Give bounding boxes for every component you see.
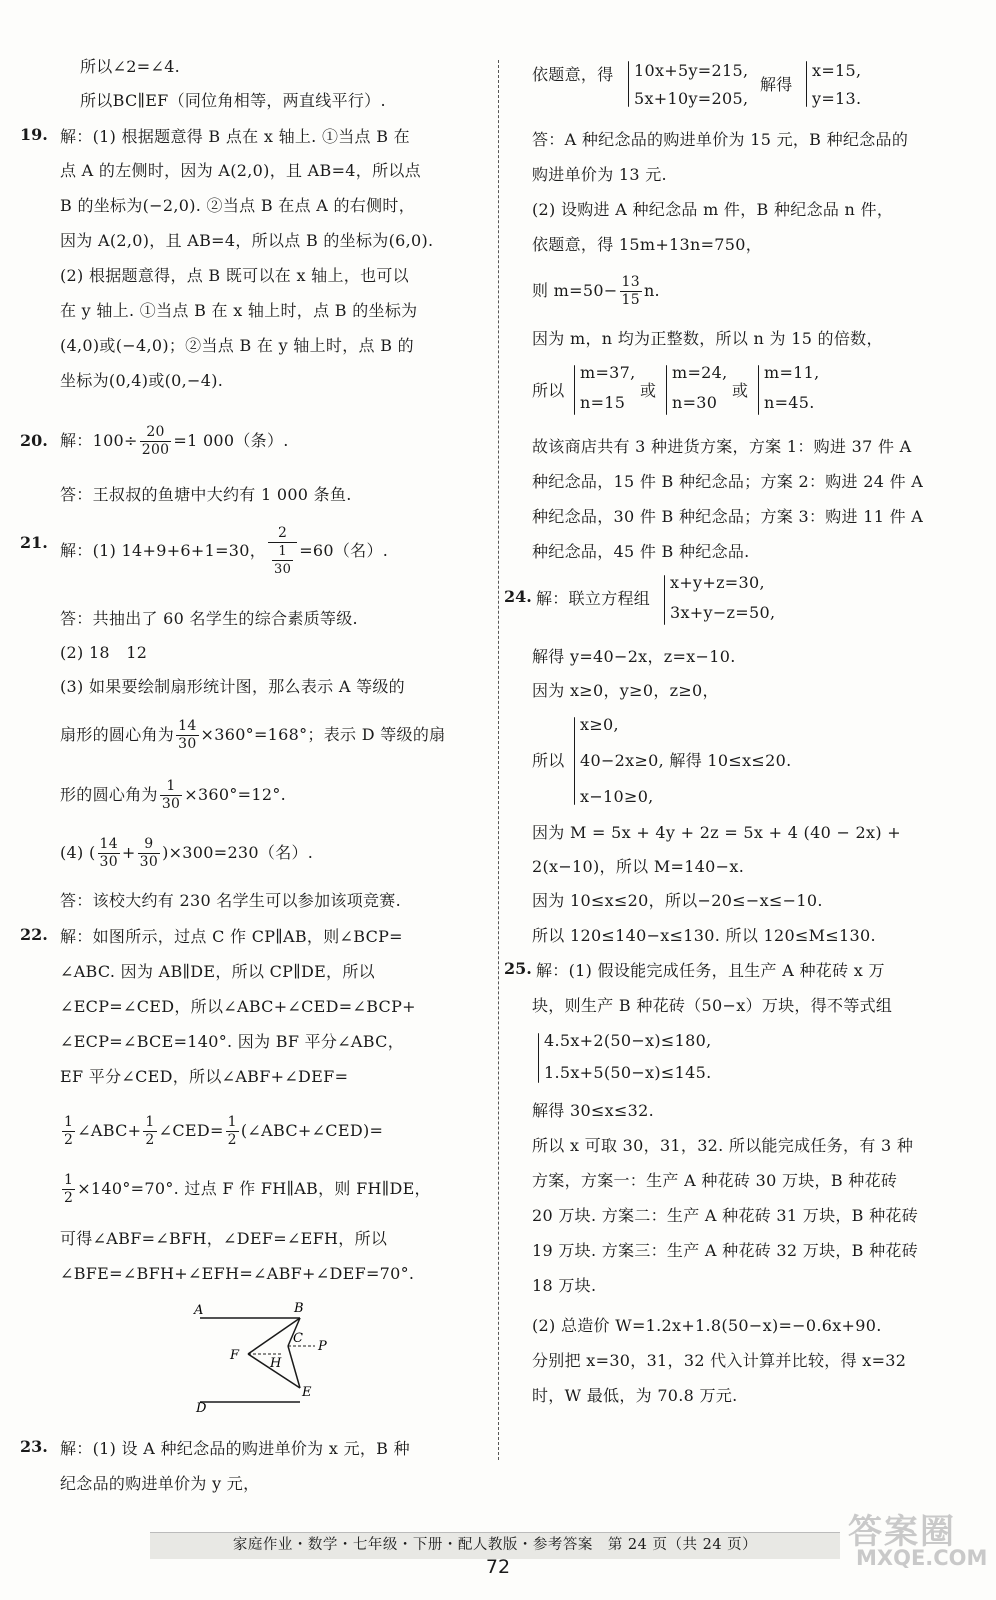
geometry-figure (190, 1296, 350, 1412)
formula-line: 扇形的圆心角为 $\frac{14}{30}$ ×360°=168°；表示 D 等级的扇 (60, 718, 446, 752)
text-line: 因为 x≥0，y≥0，z≥0， (532, 681, 719, 700)
answer-line: 答：该校大约有 230 名学生可以参加该项竞赛. (60, 891, 401, 910)
formula-line: 解：100÷ $\frac{20}{200}$ =1 000（条）. (60, 424, 289, 458)
answer-line: 答：A 种纪念品的购进单价为 15 元，B 种纪念品的 (532, 130, 909, 149)
label-a: A (194, 1303, 204, 1318)
text-line: ∠BFE=∠BFH+∠EFH=∠ABF+∠DEF=70°. (60, 1264, 415, 1283)
text-line: 解得 y=40−2x，z=x−10. (532, 647, 736, 666)
text-line: ∠ABC. 因为 AB∥DE，所以 CP∥DE，所以 (60, 962, 375, 981)
answer-line: 答：共抽出了 60 名学生的综合素质等级. (60, 609, 358, 628)
text-line: 所以 (532, 381, 565, 400)
text-line: ∠ECP=∠BCE=140°. 因为 BF 平分∠ABC， (60, 1032, 404, 1051)
text-line: 18 万块. (532, 1276, 597, 1295)
text-line: B 的坐标为(−2,0). ②当点 B 在点 A 的右侧时， (60, 196, 416, 215)
text-line: 因为 A(2,0)，且 AB=4，所以点 B 的坐标为(6,0). (60, 231, 434, 250)
text-line: 20 万块. 方案二：生产 A 种花砖 31 万块，B 种花砖 (532, 1206, 919, 1225)
equation-line: x=15, (812, 61, 862, 80)
text-line: 时，W 最低，为 70.8 万元. (532, 1386, 738, 1405)
question-number-23: 23. (20, 1437, 48, 1456)
question-number-20: 20. (20, 431, 48, 450)
text-line: 因为 10≤x≤20，所以−20≤−x≤−10. (532, 891, 823, 910)
equation-line: 40−2x≥0, 解得 10≤x≤20. (580, 751, 792, 770)
brace (538, 1033, 539, 1083)
formula-line: 形的圆心角为 $\frac{1}{30}$ ×360°=12°. (60, 778, 287, 812)
watermark-logo: 答案圈 (848, 1512, 956, 1552)
equation-line: 1.5x+5(50−x)≤145. (544, 1063, 712, 1082)
text-line: 解得 (760, 75, 793, 94)
text-line: 块，则生产 B 种花砖（50−x）万块，得不等式组 (532, 996, 893, 1015)
text-line: 在 y 轴上. ①当点 B 在 x 轴上时，点 B 的坐标为 (60, 301, 418, 320)
equation-line: m=11, (764, 363, 820, 382)
text-line: 2(x−10)，所以 M=140−x. (532, 857, 745, 876)
text-line: 所以∠2=∠4. (80, 57, 181, 76)
text-line: 19 万块. 方案三：生产 A 种花砖 32 万块，B 种花砖 (532, 1241, 919, 1260)
label-c: C (293, 1331, 303, 1346)
fraction: $\frac{2}{\frac{1}{30}}$ (268, 525, 297, 578)
label-h: H (270, 1356, 282, 1371)
formula-line: 则 m=50− $\frac{13}{15}$ n. (532, 274, 660, 308)
formula-line: $\frac{1}{2}$ ∠ABC+ $\frac{1}{2}$ ∠CED= $\frac{1}{2}$ (∠ABC+∠CED)= (64, 1114, 384, 1148)
equation-line: n=45. (764, 393, 815, 412)
text-line: 所以 120≤140−x≤130. 所以 120≤M≤130. (532, 926, 876, 945)
question-number-19: 19. (20, 125, 48, 144)
text-line: (2) 根据题意得，点 B 既可以在 x 轴上，也可以 (60, 266, 409, 285)
label-p: P (318, 1339, 327, 1354)
fraction: $\frac{20}{200}$ (141, 424, 170, 458)
text-line: 分别把 x=30，31，32 代入计算并比较，得 x=32 (532, 1351, 907, 1370)
watermark-url: MXQE.COM (856, 1546, 988, 1570)
text-line: 或 (732, 381, 749, 400)
equation-line: m=24, (672, 363, 728, 382)
equation-line: 10x+5y=215, (634, 61, 749, 80)
label-d: D (196, 1401, 207, 1412)
text-line: 解得 30≤x≤32. (532, 1101, 655, 1120)
formula-line: 解：(1) 14+9+6+1=30， $\frac{2}{\frac{1}{30}}$ =60（名）. (60, 525, 389, 577)
brace (574, 365, 575, 415)
text-line: 解：(1) 假设能完成任务，且生产 A 种花砖 x 万 (536, 961, 885, 980)
equation-line: x+y+z=30, (670, 573, 765, 592)
equation-line: x≥0, (580, 715, 619, 734)
page-number: 72 (485, 1556, 511, 1578)
text-line: 方案，方案一：生产 A 种花砖 30 万块，B 种花砖 (532, 1171, 898, 1190)
equation-line: n=15 (580, 393, 626, 412)
text-line: (2) 设购进 A 种纪念品 m 件，B 种纪念品 n 件， (532, 200, 894, 219)
answer-line: 答：王叔叔的鱼塘中大约有 1 000 条鱼. (60, 485, 352, 504)
equation-line: x−10≥0, (580, 787, 654, 806)
text-line: 依题意，得 15m+13n=750， (532, 235, 763, 254)
page-footer: 家庭作业・数学・七年级・下册・配人教版・参考答案 第 24 页（共 24 页） (232, 1537, 758, 1553)
text-line: 因为 M = 5x + 4y + 2z = 5x + 4 (40 − 2x) + (532, 823, 901, 842)
label-e: E (302, 1385, 312, 1400)
text-line: 坐标为(0,4)或(0,−4). (60, 371, 224, 390)
equation-line: m=37, (580, 363, 636, 382)
brace (574, 717, 575, 805)
text-line: 故该商店共有 3 种进货方案，方案 1：购进 37 件 A (532, 437, 912, 456)
text-line: 依题意，得 (532, 65, 614, 84)
brace (628, 61, 629, 107)
text-line: 解：如图所示，过点 C 作 CP∥AB，则∠BCP= (60, 927, 403, 946)
question-number-21: 21. (20, 533, 48, 552)
brace (758, 365, 759, 415)
equation-line: n=30 (672, 393, 718, 412)
brace (806, 61, 807, 107)
text-line: (2) 18 12 (60, 643, 148, 662)
text-line: 点 A 的左侧时，因为 A(2,0)，且 AB=4，所以点 (60, 161, 421, 180)
text-line: 因为 m，n 均为正整数，所以 n 为 15 的倍数， (532, 329, 883, 348)
text-line: (4,0)或(−4,0)；②当点 B 在 y 轴上时，点 B 的 (60, 336, 414, 355)
question-number-25: 25. (504, 959, 532, 978)
text-line: 纪念品的购进单价为 y 元， (60, 1474, 260, 1493)
label-b: B (294, 1301, 304, 1316)
label-f: F (230, 1348, 240, 1363)
text-line: 解：(1) 根据题意得 B 点在 x 轴上. ①当点 B 在 (60, 127, 410, 146)
equation-line: 3x+y−z=50, (670, 603, 776, 622)
text-line: ∠ECP=∠CED，所以∠ABC+∠CED=∠BCP+ (60, 997, 416, 1016)
text-line: (2) 总造价 W=1.2x+1.8(50−x)=−0.6x+90. (532, 1316, 882, 1335)
text-line: 种纪念品，45 件 B 种纪念品. (532, 542, 750, 561)
equation-line: y=13. (812, 89, 862, 108)
text-line: 所以 (532, 751, 565, 770)
equation-line: 5x+10y=205, (634, 89, 749, 108)
equation-line: 4.5x+2(50−x)≤180, (544, 1031, 712, 1050)
question-number-22: 22. (20, 925, 48, 944)
text-line: 或 (640, 381, 657, 400)
formula-line: (4) ( $\frac{14}{30}$ + $\frac{9}{30}$ )×300=230（名）. (60, 836, 314, 870)
question-number-24: 24. (504, 587, 532, 606)
text-line: 所以 x 可取 30，31，32. 所以能完成任务，有 3 种 (532, 1136, 914, 1155)
text-line: 可得∠ABF=∠BFH，∠DEF=∠EFH，所以 (60, 1229, 388, 1248)
text-line: (3) 如果要绘制扇形统计图，那么表示 A 等级的 (60, 677, 405, 696)
brace (666, 365, 667, 415)
text-line: 种纪念品，15 件 B 种纪念品；方案 2：购进 24 件 A (532, 472, 924, 491)
column-divider (498, 60, 499, 1460)
formula-line: $\frac{1}{2}$ ×140°=70°. 过点 F 作 FH∥AB，则 FH∥DE， (64, 1172, 431, 1206)
brace (664, 575, 665, 625)
text-line: 解：(1) 设 A 种纪念品的购进单价为 x 元，B 种 (60, 1439, 410, 1458)
text-line: EF 平分∠CED，所以∠ABF+∠DEF= (60, 1067, 349, 1086)
text-line: 解：联立方程组 (536, 589, 651, 608)
text-line: 所以BC∥EF（同位角相等，两直线平行）. (80, 91, 386, 110)
text-line: 种纪念品，30 件 B 种纪念品；方案 3：购进 11 件 A (532, 507, 924, 526)
text-line: 购进单价为 13 元. (532, 165, 667, 184)
